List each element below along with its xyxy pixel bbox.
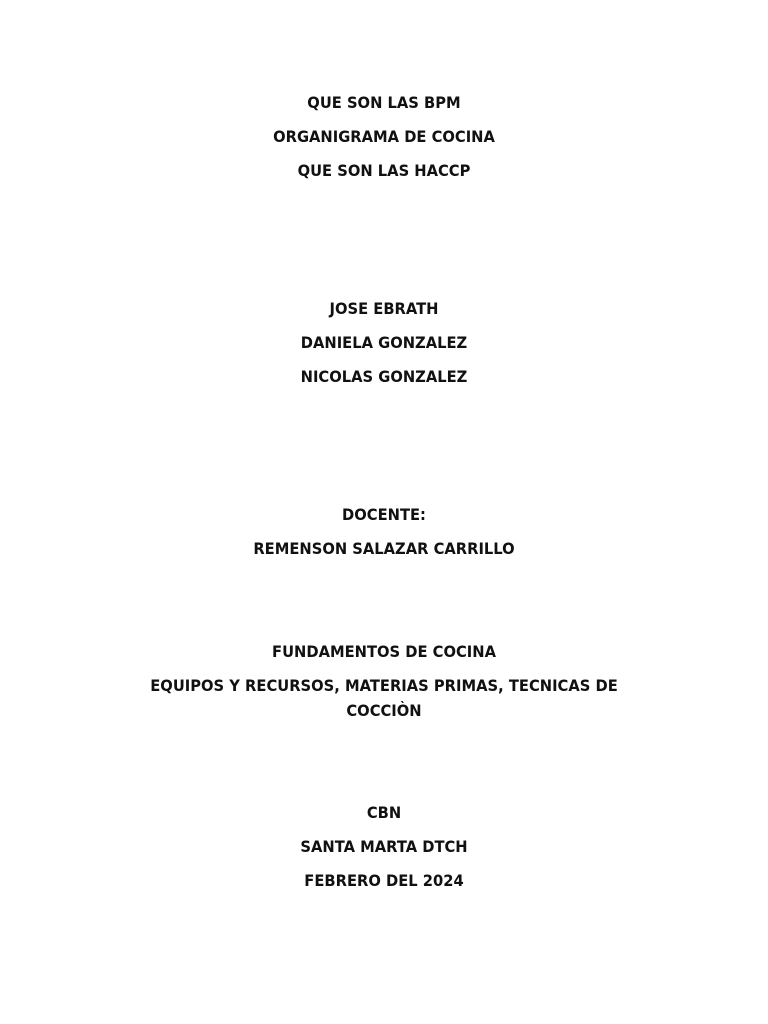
author-1: JOSE EBRATH xyxy=(329,299,439,318)
title-bpm: QUE SON LAS BPM xyxy=(307,93,461,112)
course-name: FUNDAMENTOS DE COCINA xyxy=(272,642,496,661)
title-organigrama: ORGANIGRAMA DE COCINA xyxy=(273,127,495,146)
institution: CBN xyxy=(366,803,402,822)
course-topics-line2: COCCIÒN xyxy=(346,701,422,720)
teacher-label: DOCENTE: xyxy=(342,505,426,524)
course-topics-line1: EQUIPOS Y RECURSOS, MATERIAS PRIMAS, TECNICAS DE xyxy=(150,676,618,695)
title-haccp: QUE SON LAS HACCP xyxy=(297,161,471,180)
teacher-name: REMENSON SALAZAR CARRILLO xyxy=(253,539,515,558)
author-3: NICOLAS GONZALEZ xyxy=(300,367,468,386)
city: SANTA MARTA DTCH xyxy=(300,837,468,856)
author-2: DANIELA GONZALEZ xyxy=(300,333,468,352)
date: FEBRERO DEL 2024 xyxy=(304,871,464,890)
